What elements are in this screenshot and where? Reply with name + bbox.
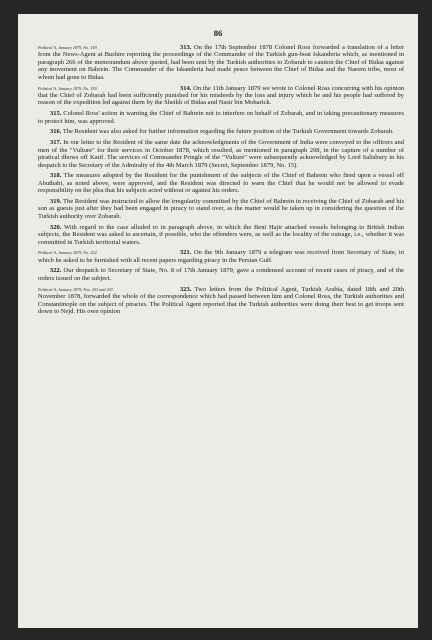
paragraph-314 [38, 85, 404, 107]
paragraph-number: 323. [180, 285, 192, 293]
margin-note: Political A, January 1879, No. 159. [38, 85, 98, 91]
margin-note: Political A, January 1879, No. 159. [38, 45, 98, 50]
paragraph-313 [38, 44, 404, 81]
paragraph-318 [38, 172, 404, 194]
paragraph-317 [38, 139, 404, 169]
paragraph-323 [38, 286, 404, 316]
paragraph-number: 318. [50, 172, 62, 180]
paragraph-text: In our letter to the Resident of the same date the acknowledgments of the Government of India were conveyed to the officers and men of the "Vulture" for their services in October 1878, which resulted, as mentioned in paragraph 298, in the capture of a number of piratical dhows off Katif. The services of Commander Pringle of the "Vulture" were subsequently acknowledged by Lord Salisbury in his despatch to the Secretary of the Admiralty of the 4th March 1879 (Secret, September 1879, No. 15). [38, 139, 404, 169]
paragraph-number: 315. [50, 110, 62, 118]
paragraph-number: 322. [50, 267, 62, 275]
margin-note: Political A, January 1879, No. 252. [38, 250, 98, 256]
paragraph-316 [38, 128, 404, 135]
paragraph-text: On the 9th January 1879 a telegram was received from Secretary of State, in which he asked to be furnished with all recent papers regarding piracy in the Persian Gulf. [38, 249, 404, 264]
paragraph-number: 316. [50, 128, 62, 136]
paragraph-number: 314. [180, 84, 192, 92]
paragraph-321 [38, 249, 404, 264]
paragraph-319 [38, 198, 404, 220]
paragraph-text: The Resident was instructed to allow the irregularity committed by the Chief of Bahrein in receiving the Chief of Zobarah and his son as guests just after they had been engaged in piracy to stand over, as the matter would be taken up in considering the question of the Turkish authority over Zobarah. [38, 197, 404, 220]
paragraph-number: 320. [50, 223, 62, 231]
paragraph-320 [38, 224, 404, 246]
paragraph-text: Our despatch to Secretary of State, No. 8 of 17th January 1879, gave a condensed account of recent cases of piracy, and of the orders issued on the subject. [38, 267, 404, 282]
paragraph-text: On the 17th September 1878 Colonel Ross forwarded a translation of a letter from the News-Agent at Bushire reporting the proceedings of the Commander of the Turkish gun-boat Iskanderia which, as mentioned in paragraph 266 of the memorandum above quoted, had been sent by the Turkish authorities to Zobarah to caution the Chief of Bidaa against any movement on Bahrein. The Commander of the Iskanderia had made peace between the Chief of Bidaa and the Naeem tribe, most of whom had gone to Bidaa. [38, 44, 404, 81]
paragraph-number: 317. [50, 139, 62, 147]
paragraph-text: Colonel Ross' action in warning the Chief of Bahrein not to interfere on behalf of Zobarah, and in taking precautionary measures to protect him, was approved. [38, 110, 405, 125]
margin-note: Political A, January 1879, Nos. 203 and 207. [38, 286, 114, 292]
page-number: 86 [213, 28, 223, 38]
paragraph-text: On the 11th January 1879 we wrote to Colonel Ross concurring with his opinion that the Chief of Zobarah had been sufficiently punished for his misdeeds by the loss and injury which he and his people had suffered by reason of the expedition led against them by the Sheikh of Bidaa and Nasir bin Mobarick. [38, 84, 405, 107]
paragraph-text: The measures adopted by the Resident for the punishment of the subjects of the Chief of Bahrein who fired upon a vessel off Abuthabi, as noted above, were approved, and the Resident was directed to warn the Chief that he would not be allowed to evade responsibility on the plea that his subjects acted without or against his orders. [38, 172, 404, 195]
paragraph-text: With regard to the case alluded to in paragraph above, in which the Beni Hajir attacked vessels belonging to British Indian subjects, the Resident was asked to ascertain, if possible, who the offenders were, as well as the locality of the outrage, i.e., whether it was committed in Turkish territorial waters. [38, 223, 404, 246]
document-page [18, 14, 418, 628]
paragraph-text: The Resident was also asked for further information regarding the future position of the Turkish Government towards Zobarah. [62, 128, 394, 136]
body-text [38, 44, 404, 319]
paragraph-number: 313. [180, 44, 192, 51]
paragraph-number: 319. [50, 197, 62, 205]
paragraph-number: 321. [180, 249, 192, 257]
paragraph-322 [38, 267, 404, 282]
paragraph-315 [38, 110, 404, 125]
paragraph-text: Two letters from the Political Agent, Turkish Arabia, dated 18th and 20th November 1878, forwarded the whole of the correspondence which had passed between him and Colonel Ross, the Turkish authorities and Constantinople on the subject of piracies. The Political Agent reported that the Turkish authorities were doing their best to get troops sent down to Nejd. His own opinion [38, 285, 404, 316]
